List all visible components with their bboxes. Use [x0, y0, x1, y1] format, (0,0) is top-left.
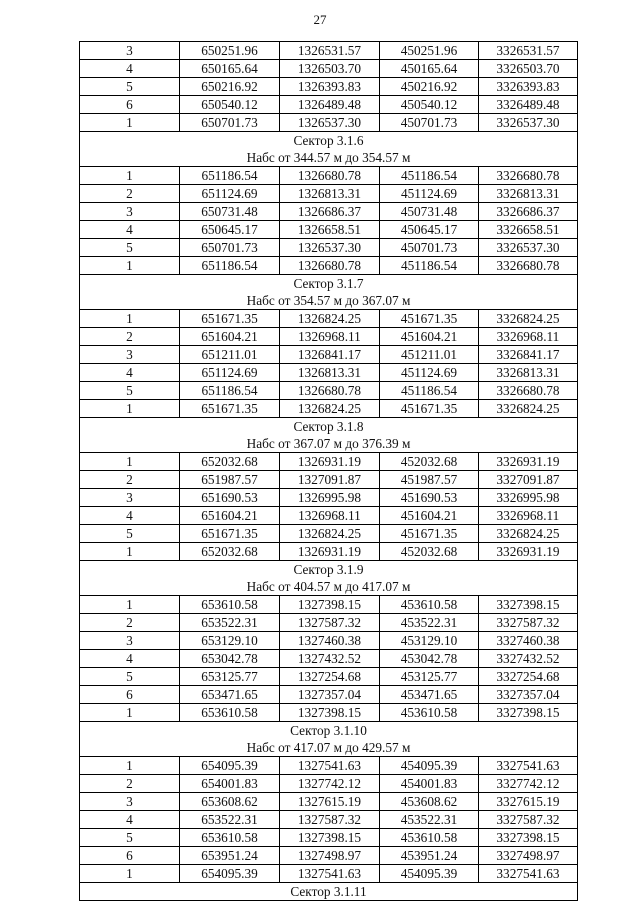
- y-msk-coordinate-cell: 3326931.19: [479, 543, 578, 561]
- y-coordinate-cell: 1326931.19: [280, 543, 380, 561]
- x-coordinate-cell: 653129.10: [180, 632, 280, 650]
- y-msk-coordinate-cell: 3326537.30: [479, 114, 578, 132]
- y-msk-coordinate-cell: 3327742.12: [479, 775, 578, 793]
- x-msk-coordinate-cell: 451186.54: [380, 382, 479, 400]
- sector-header-row: [80, 418, 578, 436]
- y-msk-coordinate-cell: 3326995.98: [479, 489, 578, 507]
- x-coordinate-cell: 653522.31: [180, 811, 280, 829]
- y-msk-coordinate-cell: 3327541.63: [479, 865, 578, 883]
- x-coordinate-cell: 650216.92: [180, 78, 280, 96]
- y-coordinate-cell: 1326824.25: [280, 525, 380, 543]
- x-msk-coordinate-cell: 451604.21: [380, 507, 479, 525]
- coordinates-table: [79, 41, 578, 901]
- table-row: [80, 686, 578, 704]
- table-row: [80, 650, 578, 668]
- point-number-cell: 1: [80, 596, 180, 614]
- x-msk-coordinate-cell: 451186.54: [380, 257, 479, 275]
- x-msk-coordinate-cell: 450731.48: [380, 203, 479, 221]
- y-coordinate-cell: 1327398.15: [280, 704, 380, 722]
- y-coordinate-cell: 1327498.97: [280, 847, 380, 865]
- table-row: [80, 239, 578, 257]
- x-msk-coordinate-cell: 450540.12: [380, 96, 479, 114]
- x-msk-coordinate-cell: 451186.54: [380, 167, 479, 185]
- x-msk-coordinate-cell: 453951.24: [380, 847, 479, 865]
- y-msk-coordinate-cell: 3326968.11: [479, 328, 578, 346]
- y-coordinate-cell: 1326931.19: [280, 453, 380, 471]
- y-coordinate-cell: 1326531.57: [280, 42, 380, 60]
- x-coordinate-cell: 650251.96: [180, 42, 280, 60]
- x-msk-coordinate-cell: 452032.68: [380, 543, 479, 561]
- y-msk-coordinate-cell: 3327398.15: [479, 596, 578, 614]
- sector-header-row: [80, 132, 578, 150]
- x-coordinate-cell: 654095.39: [180, 757, 280, 775]
- table-row: [80, 346, 578, 364]
- table-row: [80, 185, 578, 203]
- y-coordinate-cell: 1327357.04: [280, 686, 380, 704]
- x-msk-coordinate-cell: 450165.64: [380, 60, 479, 78]
- y-msk-coordinate-cell: 3326931.19: [479, 453, 578, 471]
- table-row: [80, 507, 578, 525]
- y-coordinate-cell: 1326537.30: [280, 239, 380, 257]
- table-row: [80, 525, 578, 543]
- x-coordinate-cell: 650540.12: [180, 96, 280, 114]
- y-msk-coordinate-cell: 3326824.25: [479, 400, 578, 418]
- point-number-cell: 4: [80, 650, 180, 668]
- y-msk-coordinate-cell: 3327587.32: [479, 811, 578, 829]
- y-coordinate-cell: 1326680.78: [280, 167, 380, 185]
- x-msk-coordinate-cell: 451124.69: [380, 185, 479, 203]
- x-coordinate-cell: 651124.69: [180, 364, 280, 382]
- height-range-row: [80, 739, 578, 757]
- y-coordinate-cell: 1326813.31: [280, 364, 380, 382]
- point-number-cell: 3: [80, 632, 180, 650]
- table-row: [80, 829, 578, 847]
- table-row: [80, 775, 578, 793]
- y-coordinate-cell: 1326393.83: [280, 78, 380, 96]
- y-coordinate-cell: 1326658.51: [280, 221, 380, 239]
- table-row: [80, 614, 578, 632]
- x-msk-coordinate-cell: 451987.57: [380, 471, 479, 489]
- table-row: [80, 221, 578, 239]
- x-coordinate-cell: 652032.68: [180, 543, 280, 561]
- sector-title: Сектор 3.1.7: [80, 275, 578, 293]
- y-coordinate-cell: 1327398.15: [280, 596, 380, 614]
- table-row: [80, 364, 578, 382]
- x-coordinate-cell: 651671.35: [180, 400, 280, 418]
- table-row: [80, 793, 578, 811]
- y-msk-coordinate-cell: 3327398.15: [479, 704, 578, 722]
- point-number-cell: 1: [80, 400, 180, 418]
- y-msk-coordinate-cell: 3327460.38: [479, 632, 578, 650]
- y-msk-coordinate-cell: 3326824.25: [479, 525, 578, 543]
- y-coordinate-cell: 1327742.12: [280, 775, 380, 793]
- point-number-cell: 5: [80, 382, 180, 400]
- y-coordinate-cell: 1327587.32: [280, 811, 380, 829]
- point-number-cell: 5: [80, 525, 180, 543]
- table-row: [80, 489, 578, 507]
- x-msk-coordinate-cell: 453610.58: [380, 704, 479, 722]
- y-msk-coordinate-cell: 3326680.78: [479, 382, 578, 400]
- x-coordinate-cell: 650701.73: [180, 239, 280, 257]
- x-msk-coordinate-cell: 451604.21: [380, 328, 479, 346]
- point-number-cell: 3: [80, 203, 180, 221]
- y-msk-coordinate-cell: 3327587.32: [479, 614, 578, 632]
- x-coordinate-cell: 650165.64: [180, 60, 280, 78]
- x-coordinate-cell: 651671.35: [180, 525, 280, 543]
- point-number-cell: 1: [80, 865, 180, 883]
- y-coordinate-cell: 1326680.78: [280, 382, 380, 400]
- height-range: Набс от 344.57 м до 354.57 м: [80, 149, 578, 167]
- y-coordinate-cell: 1326824.25: [280, 400, 380, 418]
- sector-title: Сектор 3.1.8: [80, 418, 578, 436]
- x-msk-coordinate-cell: 450216.92: [380, 78, 479, 96]
- y-msk-coordinate-cell: 3326489.48: [479, 96, 578, 114]
- point-number-cell: 1: [80, 257, 180, 275]
- x-msk-coordinate-cell: 453610.58: [380, 829, 479, 847]
- height-range: Набс от 417.07 м до 429.57 м: [80, 739, 578, 757]
- table-row: [80, 865, 578, 883]
- y-msk-coordinate-cell: 3327091.87: [479, 471, 578, 489]
- height-range: Набс от 354.57 м до 367.07 м: [80, 292, 578, 310]
- y-msk-coordinate-cell: 3327254.68: [479, 668, 578, 686]
- x-coordinate-cell: 651186.54: [180, 167, 280, 185]
- x-coordinate-cell: 653608.62: [180, 793, 280, 811]
- y-msk-coordinate-cell: 3326813.31: [479, 364, 578, 382]
- table-row: [80, 257, 578, 275]
- table-row: [80, 668, 578, 686]
- x-coordinate-cell: 651604.21: [180, 507, 280, 525]
- x-coordinate-cell: 651186.54: [180, 257, 280, 275]
- x-msk-coordinate-cell: 451211.01: [380, 346, 479, 364]
- x-msk-coordinate-cell: 453129.10: [380, 632, 479, 650]
- x-msk-coordinate-cell: 453522.31: [380, 811, 479, 829]
- x-msk-coordinate-cell: 453522.31: [380, 614, 479, 632]
- point-number-cell: 1: [80, 310, 180, 328]
- x-coordinate-cell: 651211.01: [180, 346, 280, 364]
- x-msk-coordinate-cell: 450701.73: [380, 114, 479, 132]
- point-number-cell: 4: [80, 507, 180, 525]
- x-msk-coordinate-cell: 453042.78: [380, 650, 479, 668]
- x-coordinate-cell: 653610.58: [180, 829, 280, 847]
- x-coordinate-cell: 651124.69: [180, 185, 280, 203]
- height-range-row: [80, 435, 578, 453]
- sector-header-row: [80, 883, 578, 901]
- sector-title: Сектор 3.1.9: [80, 561, 578, 579]
- height-range: Набс от 367.07 м до 376.39 м: [80, 435, 578, 453]
- point-number-cell: 3: [80, 793, 180, 811]
- x-msk-coordinate-cell: 450701.73: [380, 239, 479, 257]
- point-number-cell: 4: [80, 364, 180, 382]
- table-row: [80, 471, 578, 489]
- x-msk-coordinate-cell: 453610.58: [380, 596, 479, 614]
- point-number-cell: 1: [80, 167, 180, 185]
- y-msk-coordinate-cell: 3326824.25: [479, 310, 578, 328]
- x-msk-coordinate-cell: 454001.83: [380, 775, 479, 793]
- height-range-row: [80, 578, 578, 596]
- y-coordinate-cell: 1327091.87: [280, 471, 380, 489]
- y-coordinate-cell: 1326537.30: [280, 114, 380, 132]
- sector-title: Сектор 3.1.11: [80, 883, 578, 901]
- point-number-cell: 5: [80, 829, 180, 847]
- y-msk-coordinate-cell: 3327357.04: [479, 686, 578, 704]
- point-number-cell: 1: [80, 757, 180, 775]
- point-number-cell: 6: [80, 686, 180, 704]
- y-msk-coordinate-cell: 3327432.52: [479, 650, 578, 668]
- y-coordinate-cell: 1326824.25: [280, 310, 380, 328]
- y-msk-coordinate-cell: 3326503.70: [479, 60, 578, 78]
- x-coordinate-cell: 650731.48: [180, 203, 280, 221]
- point-number-cell: 5: [80, 668, 180, 686]
- point-number-cell: 6: [80, 96, 180, 114]
- table-row: [80, 453, 578, 471]
- point-number-cell: 1: [80, 704, 180, 722]
- y-msk-coordinate-cell: 3326968.11: [479, 507, 578, 525]
- y-coordinate-cell: 1327587.32: [280, 614, 380, 632]
- x-coordinate-cell: 651186.54: [180, 382, 280, 400]
- x-coordinate-cell: 650645.17: [180, 221, 280, 239]
- y-msk-coordinate-cell: 3326813.31: [479, 185, 578, 203]
- point-number-cell: 2: [80, 471, 180, 489]
- table-row: [80, 114, 578, 132]
- table-row: [80, 78, 578, 96]
- sector-header-row: [80, 275, 578, 293]
- point-number-cell: 2: [80, 185, 180, 203]
- y-coordinate-cell: 1327432.52: [280, 650, 380, 668]
- x-msk-coordinate-cell: 453608.62: [380, 793, 479, 811]
- table-row: [80, 42, 578, 60]
- x-coordinate-cell: 653610.58: [180, 596, 280, 614]
- y-coordinate-cell: 1327460.38: [280, 632, 380, 650]
- y-coordinate-cell: 1326968.11: [280, 328, 380, 346]
- sector-header-row: [80, 722, 578, 740]
- table-row: [80, 596, 578, 614]
- table-row: [80, 96, 578, 114]
- height-range: Набс от 404.57 м до 417.07 м: [80, 578, 578, 596]
- point-number-cell: 4: [80, 221, 180, 239]
- y-msk-coordinate-cell: 3327398.15: [479, 829, 578, 847]
- x-coordinate-cell: 650701.73: [180, 114, 280, 132]
- x-msk-coordinate-cell: 451124.69: [380, 364, 479, 382]
- table-row: [80, 60, 578, 78]
- x-coordinate-cell: 653471.65: [180, 686, 280, 704]
- y-coordinate-cell: 1326813.31: [280, 185, 380, 203]
- point-number-cell: 2: [80, 328, 180, 346]
- point-number-cell: 5: [80, 239, 180, 257]
- y-msk-coordinate-cell: 3326841.17: [479, 346, 578, 364]
- x-coordinate-cell: 652032.68: [180, 453, 280, 471]
- table-row: [80, 400, 578, 418]
- x-msk-coordinate-cell: 452032.68: [380, 453, 479, 471]
- y-coordinate-cell: 1326841.17: [280, 346, 380, 364]
- y-coordinate-cell: 1327615.19: [280, 793, 380, 811]
- point-number-cell: 6: [80, 847, 180, 865]
- y-coordinate-cell: 1327398.15: [280, 829, 380, 847]
- x-coordinate-cell: 651604.21: [180, 328, 280, 346]
- y-msk-coordinate-cell: 3326680.78: [479, 257, 578, 275]
- x-coordinate-cell: 651987.57: [180, 471, 280, 489]
- y-coordinate-cell: 1326968.11: [280, 507, 380, 525]
- y-msk-coordinate-cell: 3326393.83: [479, 78, 578, 96]
- point-number-cell: 5: [80, 78, 180, 96]
- page-number: 27: [313, 12, 327, 27]
- x-msk-coordinate-cell: 453125.77: [380, 668, 479, 686]
- y-coordinate-cell: 1326995.98: [280, 489, 380, 507]
- table-row: [80, 203, 578, 221]
- y-coordinate-cell: 1326503.70: [280, 60, 380, 78]
- x-coordinate-cell: 653522.31: [180, 614, 280, 632]
- height-range-row: [80, 292, 578, 310]
- y-coordinate-cell: 1327541.63: [280, 865, 380, 883]
- x-coordinate-cell: 654095.39: [180, 865, 280, 883]
- y-msk-coordinate-cell: 3326686.37: [479, 203, 578, 221]
- point-number-cell: 4: [80, 811, 180, 829]
- y-msk-coordinate-cell: 3327541.63: [479, 757, 578, 775]
- table-row: [80, 382, 578, 400]
- x-coordinate-cell: 653042.78: [180, 650, 280, 668]
- sector-title: Сектор 3.1.6: [80, 132, 578, 150]
- y-msk-coordinate-cell: 3327615.19: [479, 793, 578, 811]
- y-coordinate-cell: 1327254.68: [280, 668, 380, 686]
- y-coordinate-cell: 1327541.63: [280, 757, 380, 775]
- table-row: [80, 328, 578, 346]
- x-msk-coordinate-cell: 454095.39: [380, 757, 479, 775]
- point-number-cell: 4: [80, 60, 180, 78]
- point-number-cell: 1: [80, 114, 180, 132]
- point-number-cell: 1: [80, 453, 180, 471]
- table-row: [80, 310, 578, 328]
- table-row: [80, 632, 578, 650]
- y-msk-coordinate-cell: 3326658.51: [479, 221, 578, 239]
- x-msk-coordinate-cell: 451671.35: [380, 400, 479, 418]
- table-row: [80, 543, 578, 561]
- y-coordinate-cell: 1326680.78: [280, 257, 380, 275]
- x-coordinate-cell: 653951.24: [180, 847, 280, 865]
- point-number-cell: 3: [80, 489, 180, 507]
- height-range-row: [80, 149, 578, 167]
- table-row: [80, 847, 578, 865]
- sector-header-row: [80, 561, 578, 579]
- point-number-cell: 3: [80, 42, 180, 60]
- table-row: [80, 704, 578, 722]
- coordinates-table-body: [80, 42, 578, 901]
- table-row: [80, 811, 578, 829]
- point-number-cell: 3: [80, 346, 180, 364]
- y-msk-coordinate-cell: 3326680.78: [479, 167, 578, 185]
- x-coordinate-cell: 651671.35: [180, 310, 280, 328]
- x-msk-coordinate-cell: 451671.35: [380, 525, 479, 543]
- x-coordinate-cell: 653610.58: [180, 704, 280, 722]
- y-msk-coordinate-cell: 3326537.30: [479, 239, 578, 257]
- x-msk-coordinate-cell: 451671.35: [380, 310, 479, 328]
- x-msk-coordinate-cell: 453471.65: [380, 686, 479, 704]
- point-number-cell: 1: [80, 543, 180, 561]
- y-msk-coordinate-cell: 3326531.57: [479, 42, 578, 60]
- x-msk-coordinate-cell: 454095.39: [380, 865, 479, 883]
- x-coordinate-cell: 654001.83: [180, 775, 280, 793]
- table-row: [80, 167, 578, 185]
- table-row: [80, 757, 578, 775]
- x-msk-coordinate-cell: 451690.53: [380, 489, 479, 507]
- y-coordinate-cell: 1326686.37: [280, 203, 380, 221]
- point-number-cell: 2: [80, 614, 180, 632]
- x-coordinate-cell: 651690.53: [180, 489, 280, 507]
- point-number-cell: 2: [80, 775, 180, 793]
- x-msk-coordinate-cell: 450645.17: [380, 221, 479, 239]
- x-msk-coordinate-cell: 450251.96: [380, 42, 479, 60]
- y-msk-coordinate-cell: 3327498.97: [479, 847, 578, 865]
- y-coordinate-cell: 1326489.48: [280, 96, 380, 114]
- sector-title: Сектор 3.1.10: [80, 722, 578, 740]
- x-coordinate-cell: 653125.77: [180, 668, 280, 686]
